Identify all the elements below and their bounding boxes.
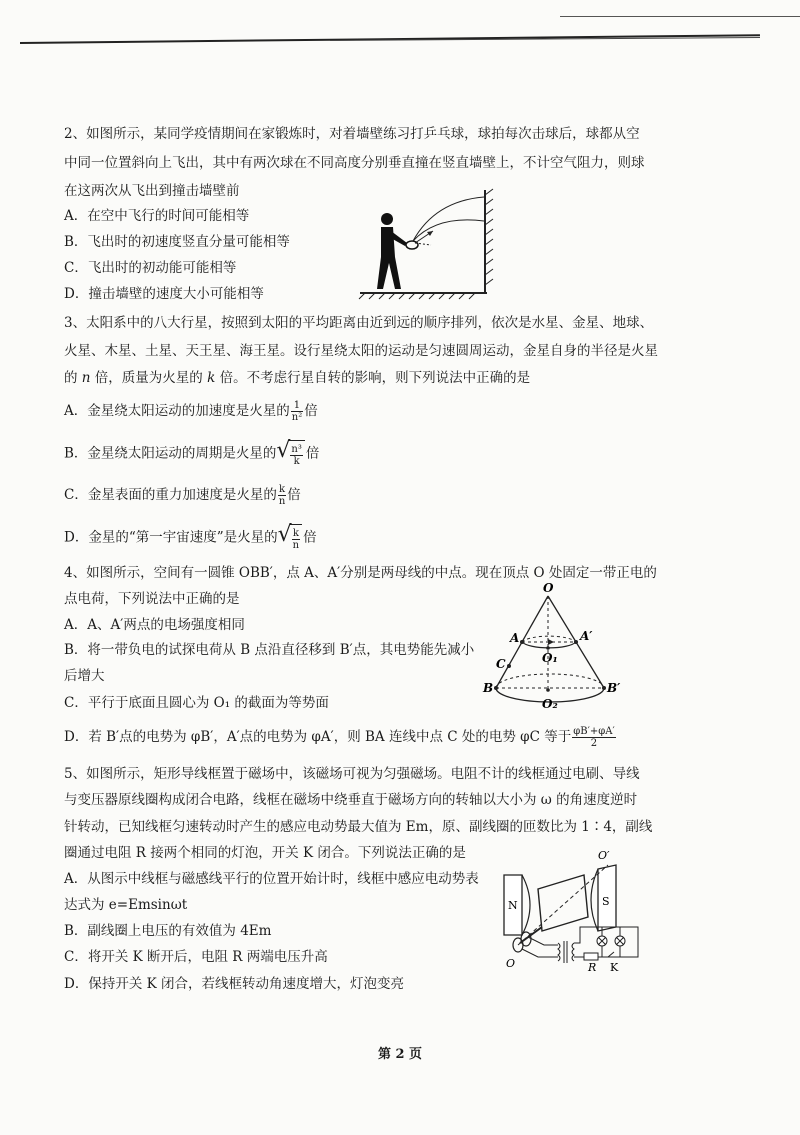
q5-label-O-prime: O′	[598, 849, 610, 862]
q3-var-n: n	[81, 370, 91, 386]
q5-label-O: O	[506, 957, 516, 970]
q2-figure-pingpong	[355, 185, 500, 300]
q2-option-a: A．在空中飞行的时间可能相等	[64, 208, 250, 224]
q3-stem-line3-b: 倍，质量为火星的	[90, 370, 208, 386]
q3-option-c	[64, 482, 301, 508]
q5-label-S: S	[602, 895, 610, 908]
q4-label-A-prime: A′	[580, 629, 593, 643]
q3-stem-line2: 火星、木星、土星、天王星、海王星。设行星绕太阳的运动是匀速圆周运动，金星自身的半径是火星	[64, 343, 658, 359]
q3-option-d-den: n	[292, 540, 300, 551]
q3-option-d-sqrt: √ $\frac{k}{n}$	[278, 524, 302, 552]
q3-stem-line1: 3、太阳系中的八大行星，按照到太阳的平均距离由近到远的顺序排列，依次是水星、金星、地球、	[64, 315, 654, 331]
q3-option-a-text: A．金星绕太阳运动的加速度是火星的	[64, 403, 290, 419]
q3-option-b-den: k	[293, 456, 300, 467]
q5-option-a-line1: A．从图示中线框与磁感线平行的位置开始计时，线框中感应电动势表	[64, 871, 479, 887]
q5-label-R: R	[588, 961, 597, 974]
q4-option-d-fraction	[572, 726, 616, 749]
page-number: 第 2 页	[377, 1047, 423, 1062]
q3-option-a	[64, 398, 318, 424]
q4-label-O: O	[543, 581, 554, 595]
q4-label-C: C	[496, 657, 506, 671]
q4-label-O2: O₂	[542, 697, 558, 711]
q4-option-c: C．平行于底面且圆心为 O₁ 的截面为等势面	[64, 695, 329, 711]
q4-option-d	[64, 724, 617, 750]
q5-stem-line2: 与变压器原线圈构成闭合电路，线框在磁场中绕垂直于磁场方向的转轴以大小为 ω 的角速度逆时	[64, 792, 638, 808]
q5-stem-line4: 圈通过电阻 R 接两个相同的灯泡，开关 K 闭合。下列说法正确的是	[64, 845, 466, 861]
q5-label-K: K	[610, 961, 619, 974]
q4-label-B-prime: B′	[607, 681, 621, 695]
q4-option-d-num: φB′+φA′	[573, 726, 615, 737]
q5-option-a-line2: 达式为 e=Emsinωt	[64, 897, 188, 913]
q3-option-b-suffix: 倍	[305, 445, 320, 462]
q4-label-A: A	[510, 631, 520, 645]
q4-figure-cone	[480, 580, 630, 715]
q3-option-d-text: D．金星的“第一宇宙速度”是火星的	[64, 529, 278, 546]
q3-option-c-suffix: 倍	[287, 487, 301, 503]
q5-option-c: C．将开关 K 断开后，电阻 R 两端电压升高	[64, 949, 328, 965]
q3-option-d-num: k	[292, 528, 299, 539]
q4-label-O1: O₁	[542, 651, 558, 665]
q3-option-a-suffix: 倍	[304, 403, 318, 419]
q3-option-d-fraction	[292, 528, 300, 551]
q3-stem-line3-a: 的	[64, 370, 82, 386]
q2-option-c: C．飞出时的初动能可能相等	[64, 260, 237, 276]
q5-option-d: D．保持开关 K 闭合，若线框转动角速度增大，灯泡变亮	[64, 976, 404, 992]
q3-option-a-num: 1	[291, 400, 303, 412]
q3-option-b	[64, 440, 319, 468]
q4-stem-line1: 4、如图所示，空间有一圆锥 OBB′，点 A、A′分别是两母线的中点。现在顶点 O 处固定一带正电的	[64, 565, 657, 581]
q3-option-b-num: n³	[291, 444, 302, 455]
q3-option-b-sqrt: √ $\frac{\text{n³}}{k}$	[276, 440, 304, 468]
q2-option-b: B．飞出时的初速度竖直分量可能相等	[64, 234, 290, 250]
q4-option-d-den: 2	[590, 738, 598, 749]
q4-option-a: A．A、A′两点的电场强度相同	[64, 617, 245, 633]
q3-var-k: k	[207, 370, 216, 386]
q4-stem-line2: 点电荷，下列说法中正确的是	[64, 591, 240, 607]
q3-stem-line3	[64, 368, 530, 388]
q2-option-d: D．撞击墙壁的速度大小可能相等	[64, 286, 264, 302]
q5-label-N: N	[508, 899, 518, 912]
q2-stem-line2: 中同一位置斜向上飞出，其中有两次球在不同高度分别垂直撞在竖直墙壁上，不计空气阻力，则球	[64, 155, 645, 171]
q4-option-b-line1: B．将一带负电的试探电荷从 B 点沿直径移到 B′点，其电势能先减小	[64, 642, 475, 658]
q3-option-d-suffix: 倍	[303, 529, 317, 546]
q3-option-c-fraction	[278, 484, 286, 507]
q5-figure-generator	[498, 845, 648, 975]
q2-stem-line1: 2、如图所示，某同学疫情期间在家锻炼时，对着墙壁练习打乒乓球，球拍每次击球后，球都从空	[64, 126, 640, 142]
q5-stem-line3: 针转动，已知线框匀速转动时产生的感应电动势最大值为 Em，原、副线圈的匝数比为 1∶4，副线	[64, 819, 653, 835]
q3-option-c-den: n	[278, 496, 286, 507]
q3-option-b-text: B．金星绕太阳运动的周期是火星的	[64, 445, 277, 462]
q3-option-b-fraction	[290, 444, 302, 467]
q3-option-d	[64, 524, 317, 552]
q3-option-c-text: C．金星表面的重力加速度是火星的	[64, 487, 277, 503]
q3-option-a-fraction	[291, 400, 303, 423]
q5-stem-line1: 5、如图所示，矩形导线框置于磁场中，该磁场可视为匀强磁场。电阻不计的线框通过电刷、导线	[64, 766, 640, 782]
header-rule-top	[560, 16, 800, 17]
q3-option-c-num: k	[279, 484, 286, 495]
q4-label-B: B	[483, 681, 494, 695]
q5-option-b: B．副线圈上电压的有效值为 4Em	[64, 923, 272, 939]
q4-option-d-text: D．若 B′点的电势为 φB′，A′点的电势为 φA′，则 BA 连线中点 C 处的电势 φC 等于	[64, 729, 572, 745]
q2-stem-line3: 在这两次从飞出到撞击墙壁前	[64, 183, 240, 199]
q3-stem-line3-c: 倍。不考虑行星自转的影响，则下列说法中正确的是	[215, 370, 531, 386]
q3-option-a-den: n²	[291, 412, 303, 423]
q4-option-b-line2: 后增大	[64, 668, 105, 684]
